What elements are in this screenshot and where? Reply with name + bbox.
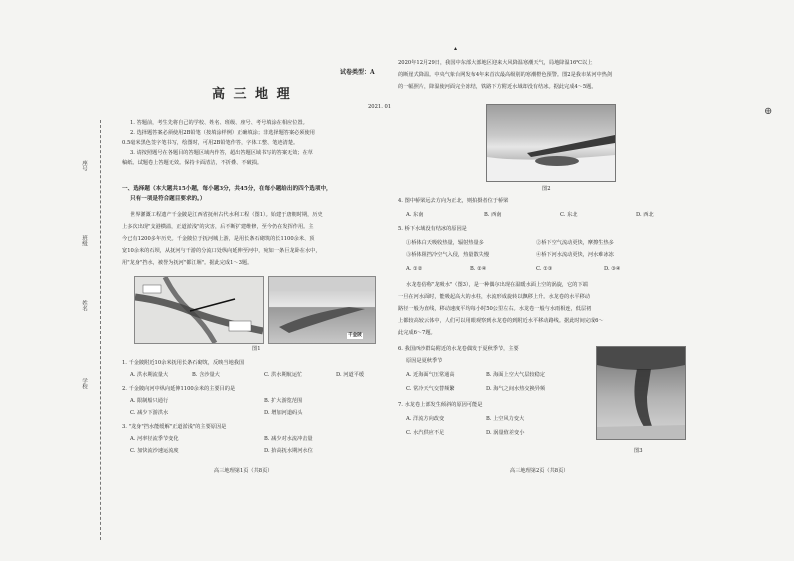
- q6-option-d[interactable]: D. 海气之间水热交换异频: [486, 386, 546, 392]
- name-label: 姓名: [81, 300, 87, 311]
- q6-option-c[interactable]: C. 常冷天气交替频繁: [406, 386, 455, 392]
- q5-option-a[interactable]: A. ①②: [406, 266, 423, 272]
- passage3-line: 此完成6～7题。: [398, 330, 436, 336]
- page-title: 高 三 地 理: [212, 87, 292, 102]
- instruction-line: 3. 请按照题号在各题目的答题区域内作答，超出答题区域书写的答案无效；在草: [130, 150, 313, 156]
- q5-item-4: ④桥下河水流动更快，河水难冰冻: [536, 252, 614, 258]
- q7-option-d[interactable]: D. 涡量值差变小: [486, 430, 525, 436]
- crosshair-icon: ⊕: [764, 106, 773, 117]
- passage-line: 世界灌溉工程遗产千金陂是江西省抚州古代水利工程（图1）。始建于唐朝时期，历史: [130, 212, 323, 218]
- question-7: 7. 水龙卷上部发生倾斜的原因可能是: [398, 402, 483, 408]
- q1-option-a[interactable]: A. 洪水期流量大: [130, 372, 169, 378]
- page1-footer: 高三地理第1页（共8页）: [214, 468, 273, 474]
- question-5: 5. 桥下水域没有结冰的原因是: [398, 226, 467, 232]
- passage3-line: 水龙卷俗称"龙吸水"（图3），是一种偶尔出现在温暖水面上空的涡旋，它的下端: [406, 282, 588, 288]
- figure1-map: [134, 276, 264, 344]
- figure1-caption: 图1: [252, 346, 261, 352]
- figure1-photo: [268, 276, 376, 344]
- q5-item-2: ②桥下空气流动更快，摩擦生热多: [536, 240, 614, 246]
- binding-line: [100, 120, 101, 540]
- instruction-line: 1. 答题前，考生先将自己的学校、姓名、班级、座号、考号填涂在相应位置。: [130, 120, 308, 126]
- class-label: 班级: [81, 235, 87, 246]
- q5-option-b[interactable]: B. ②④: [470, 266, 487, 272]
- passage-line: 上多次出现"支港横溢，正道淤浅"的灾害，后不断扩建维修，至今仍在发挥作用。主: [122, 224, 314, 230]
- question-1: 1. 千金陂附近10余米抚用长条石砌筑，反映当地我国: [122, 360, 245, 366]
- q7-option-a[interactable]: A. 洋流方向改变: [406, 416, 445, 422]
- q6-option-a[interactable]: A. 近海面气压常通高: [406, 372, 455, 378]
- q6-option-b[interactable]: B. 海面上空大气层较稳定: [486, 372, 545, 378]
- river-map-graphic: [135, 277, 263, 343]
- question-2: 2. 千金陂向河中纵向延伸1100余米的主要目的是: [122, 386, 236, 392]
- instruction-line: 0.5毫米黑色签字笔书写，绘图时，可用2B铅笔作答，字体工整、笔迹清楚。: [122, 140, 299, 146]
- q5-option-d[interactable]: D. ③④: [604, 266, 621, 272]
- q1-option-c[interactable]: C. 洪水期航运忙: [264, 372, 303, 378]
- q5-option-c[interactable]: C. ①③: [536, 266, 553, 272]
- q7-option-c[interactable]: C. 水汽供应不足: [406, 430, 445, 436]
- page2-intro-line: 的一幅照片，降温使河面完全冻结，铁路下方附近水域却没有结冰。据此完成4～5题。: [398, 84, 597, 90]
- section-heading-2: 只有一项是符合题目要求的。）: [130, 196, 206, 202]
- q3-option-a[interactable]: A. 河率径流季节变化: [130, 436, 179, 442]
- figure3-photo: [596, 346, 686, 440]
- figure2-caption: 图2: [542, 186, 551, 192]
- q7-option-b[interactable]: B. 上空风力变大: [486, 416, 525, 422]
- q4-option-c[interactable]: C. 东北: [560, 212, 578, 218]
- seat-label: 座号: [81, 160, 87, 171]
- question-6-cont: 原因是夏秋季节: [406, 358, 443, 364]
- q5-item-3: ③桥体阻挡冷空气入侵，热量散失慢: [406, 252, 490, 258]
- passage-line: 用"龙身"挡水，被誉为抚河"都江堰"。据此完成1～3题。: [122, 260, 253, 266]
- question-4: 4. 图中桥梁远去方向为正北，则拍摄者位于桥梁: [398, 198, 509, 204]
- figure2-photo: [486, 104, 616, 182]
- q2-option-a[interactable]: A. 限制船只通行: [130, 398, 169, 404]
- passage-line: 宽10余米的石坝，从抚河与干游的分流口处纵向延伸至河中，宛如一条巨龙卧在水中，: [122, 248, 321, 254]
- fold-mark: ▴: [454, 45, 458, 52]
- paper-type: 试卷类型：A: [340, 69, 375, 76]
- passage-line: 今已有1200多年历史。千金陂位于抚河城上游，是用长条石砌筑的长1100余米、顶: [122, 236, 315, 242]
- instruction-line: 2. 选择题答案必须使用2B铅笔（按填涂样例）正确填涂；非选择题答案必须使用: [130, 130, 315, 136]
- school-label: 学校: [81, 378, 87, 389]
- page2-intro-line: 2020年12月29日，我国中东部大部地区迎来大风降温寒潮天气，局地降温16℃以上: [398, 60, 593, 66]
- passage3-line: 路径一般为直线，移动速度平均每小时50公里左右。水龙卷一般与水雨相连，低层初: [398, 306, 592, 312]
- page2-intro-line: 的断崖式降温。中央气象台网发布4年来首次最高级别的寒潮橙色预警。图2是我市某河中热剑: [398, 72, 613, 78]
- page2-footer: 高三地理第2页（共8页）: [510, 468, 569, 474]
- q2-option-d[interactable]: D. 增加河道码头: [264, 410, 303, 416]
- frozen-river-bridge-graphic: [487, 105, 615, 181]
- instruction-line: 稿纸、试题卷上答题无效。保持卡面清洁，不折叠、不破损。: [122, 160, 263, 166]
- q2-option-c[interactable]: C. 减少下游洪水: [130, 410, 169, 416]
- q4-option-b[interactable]: B. 西南: [484, 212, 502, 218]
- q4-option-d[interactable]: D. 西北: [636, 212, 654, 218]
- question-3: 3. "龙身"挡水能缓解"正道淤浅"的主要原因是: [122, 424, 227, 430]
- passage3-line: 上都较高较云体中，人们可以用眼观察到水龙卷的到附近水平移动路线。据此时间完成6～: [398, 318, 604, 324]
- q5-item-1: ①桥体白天吸收热量，辐射热量多: [406, 240, 484, 246]
- exam-date: 2021. 01: [368, 104, 392, 110]
- figure3-caption: 图3: [634, 448, 643, 454]
- q3-option-c[interactable]: C. 加快流沙速运流度: [130, 448, 179, 454]
- q3-option-d[interactable]: D. 抬高抚水期河水位: [264, 448, 313, 454]
- q4-option-a[interactable]: A. 东南: [406, 212, 424, 218]
- q1-option-b[interactable]: B. 含沙量大: [192, 372, 220, 378]
- q1-option-d[interactable]: D. 河道平缓: [336, 372, 365, 378]
- q3-option-b[interactable]: B. 减少对水流冲击量: [264, 436, 313, 442]
- question-6: 6. 我国西沙群岛附近的水龙卷偶发于夏秋季节，主要: [398, 346, 519, 352]
- section-heading: 一、选择题（本大题共15小题，每小题3分，共45分，在每小题给出的四个选项中，: [122, 186, 332, 192]
- waterspout-graphic: [597, 347, 685, 439]
- q2-option-b[interactable]: B. 扩大游览范围: [264, 398, 303, 404]
- passage3-line: 一旦在河水面时，能吸起高大的水柱，水流形成旋转以飘移上升。水龙卷的水平移动: [398, 294, 590, 300]
- figure-label-qianjinbei: 千金陂: [348, 333, 362, 338]
